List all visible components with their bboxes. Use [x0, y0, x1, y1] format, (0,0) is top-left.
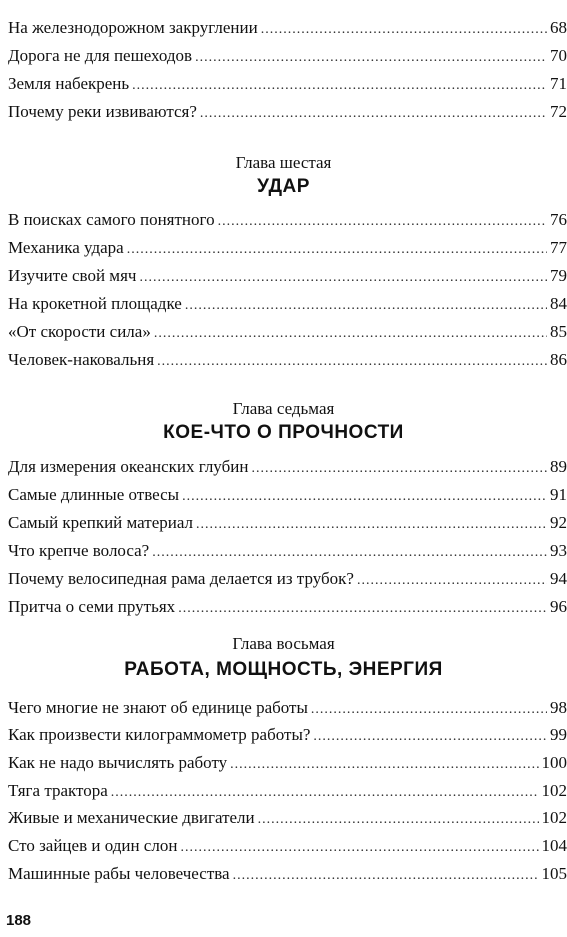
chapter-label: Глава восьмая: [232, 634, 335, 653]
leader-dots: [139, 265, 547, 291]
toc-entry: [8, 695, 567, 721]
toc-entry: [8, 15, 567, 41]
toc-entry: [8, 482, 567, 508]
leader-dots: [251, 456, 547, 482]
chapter-title: РАБОТА, МОЩНОСТЬ, ЭНЕРГИЯ: [124, 659, 443, 680]
chapter-label: Глава седьмая: [232, 399, 335, 418]
leader-dots: [311, 697, 547, 723]
toc-entry: [8, 263, 567, 289]
toc-entry-page: 94: [550, 569, 567, 588]
leader-dots: [152, 540, 547, 566]
toc-entry: [8, 99, 567, 125]
toc-entry-title: Человек-наковальня: [8, 350, 155, 369]
toc-entry: [8, 319, 567, 345]
toc-entry-title: Механика удара: [8, 238, 124, 257]
leader-dots: [230, 752, 538, 778]
toc-entry: [8, 750, 567, 776]
toc-entry-page: 96: [550, 597, 567, 616]
leader-dots: [196, 512, 547, 538]
leader-dots: [200, 101, 547, 127]
chapter-label: Глава шестая: [235, 153, 332, 172]
toc-entry-page: 77: [550, 238, 567, 257]
toc-entry-title: Почему велосипедная рама делается из трубок?: [8, 569, 354, 588]
toc-entry-page: 93: [550, 541, 567, 560]
toc-entry-page: 79: [550, 266, 567, 285]
toc-entry: [8, 235, 567, 261]
leader-dots: [178, 596, 547, 622]
toc-entry-title: Дорога не для пешеходов: [8, 46, 193, 65]
toc-entry-title: Сто зайцев и один слон: [8, 836, 178, 855]
leader-dots: [258, 807, 539, 833]
toc-entry: [8, 347, 567, 373]
toc-entry-page: 70: [550, 46, 567, 65]
chapter-title: УДАР: [257, 176, 310, 197]
toc-entry-page: 92: [550, 513, 567, 532]
leader-dots: [154, 321, 547, 347]
toc-entry-page: 102: [541, 781, 567, 800]
toc-entry: [8, 291, 567, 317]
leader-dots: [182, 484, 547, 510]
toc-entry-page: 85: [550, 322, 567, 341]
toc-entry-page: 89: [550, 457, 567, 476]
toc-entry: [8, 43, 567, 69]
toc-entry-title: Что крепче волоса?: [8, 541, 150, 560]
toc-entry-page: 76: [550, 210, 567, 229]
toc-entry: [8, 207, 567, 233]
toc-entry: [8, 833, 567, 859]
leader-dots: [218, 209, 547, 235]
toc-entry-title: «От скорости сила»: [8, 322, 151, 341]
toc-entry-page: 84: [550, 294, 567, 313]
toc-entry-title: На крокетной площадке: [8, 294, 182, 313]
toc-entry: [8, 861, 567, 887]
toc-entry-title: Почему реки извиваются?: [8, 102, 197, 121]
toc-entry: [8, 454, 567, 480]
toc-entry-title: На железнодорожном закруглении: [8, 18, 258, 37]
toc-entry-page: 86: [550, 350, 567, 369]
toc-entry-title: Притча о семи прутьях: [8, 597, 176, 616]
leader-dots: [180, 835, 538, 861]
leader-dots: [185, 293, 547, 319]
toc-entry-title: Земля набекрень: [8, 74, 130, 93]
chapter-title: КОЕ-ЧТО О ПРОЧНОСТИ: [163, 422, 404, 443]
toc-entry-page: 68: [550, 18, 567, 37]
toc-entry-page: 98: [550, 698, 567, 717]
toc-entry: [8, 566, 567, 592]
toc-entry-title: Как произвести килограммометр работы?: [8, 725, 311, 744]
toc-entry-title: Самые длинные отвесы: [8, 485, 180, 504]
toc-entry-page: 91: [550, 485, 567, 504]
toc-entry-title: Машинные рабы человечества: [8, 864, 230, 883]
toc-entry: [8, 805, 567, 831]
toc-entry-page: 72: [550, 102, 567, 121]
toc-entry-title: Как не надо вычислять работу: [8, 753, 228, 772]
leader-dots: [357, 568, 547, 594]
toc-entry-page: 102: [541, 808, 567, 827]
leader-dots: [132, 73, 547, 99]
leader-dots: [157, 349, 547, 375]
toc-entry-page: 100: [541, 753, 567, 772]
toc-entry-title: В поисках самого понятного: [8, 210, 215, 229]
toc-entry-title: Чего многие не знают об единице работы: [8, 698, 308, 717]
leader-dots: [195, 45, 547, 71]
toc-entry: [8, 778, 567, 804]
leader-dots: [233, 863, 539, 889]
toc-entry-title: Для измерения океанских глубин: [8, 457, 249, 476]
toc-entry: [8, 722, 567, 748]
leader-dots: [111, 780, 539, 806]
toc-entry-title: Изучите свой мяч: [8, 266, 137, 285]
page-number: 188: [6, 912, 32, 929]
toc-entry-title: Самый крепкий материал: [8, 513, 194, 532]
toc-entry-title: Тяга трактора: [8, 781, 108, 800]
leader-dots: [313, 724, 547, 750]
toc-entry: [8, 71, 567, 97]
toc-entry-page: 99: [550, 725, 567, 744]
leader-dots: [261, 17, 547, 43]
leader-dots: [127, 237, 547, 263]
toc-entry: [8, 538, 567, 564]
toc-entry: [8, 510, 567, 536]
toc-entry-page: 104: [541, 836, 567, 855]
toc-entry-page: 105: [541, 864, 567, 883]
toc-entry-title: Живые и механические двигатели: [8, 808, 255, 827]
toc-entry-page: 71: [550, 74, 567, 93]
toc-entry: [8, 594, 567, 620]
